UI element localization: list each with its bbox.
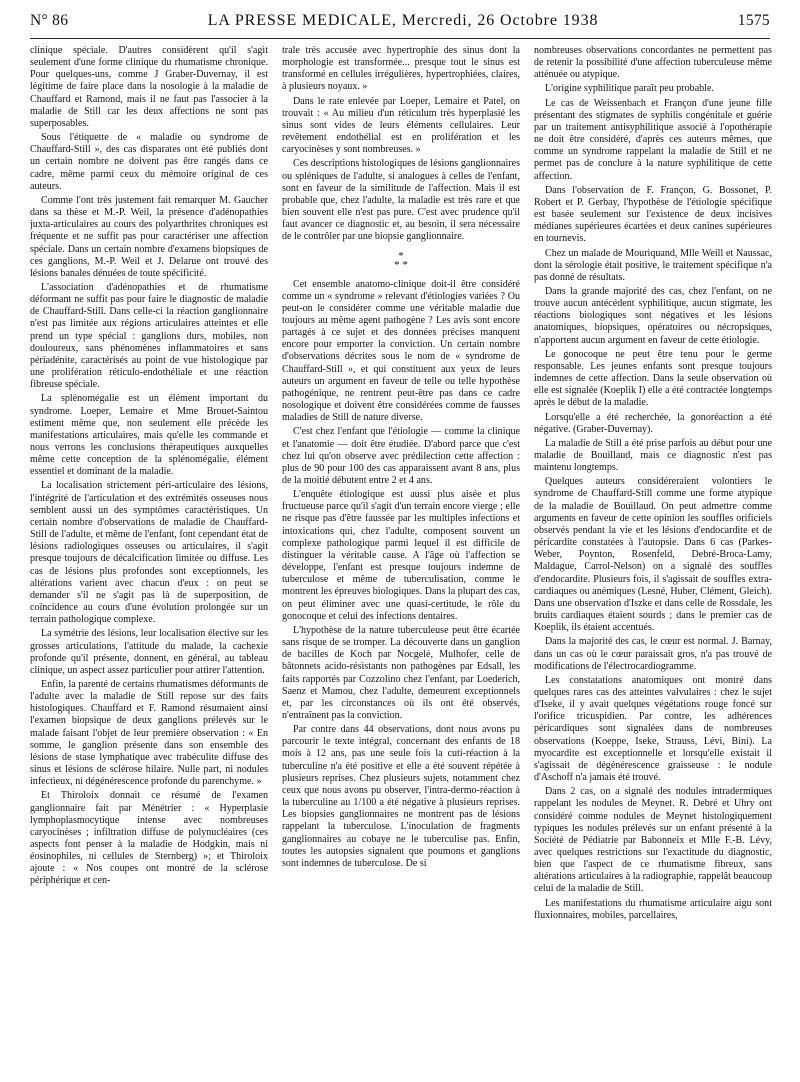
paragraph: Les constatations anatomiques ont montré dans quelques rares cas des atteintes valvulaires : chez le sujet d'Iseke, il y avait quelques végétations rouge foncé sur l'orifice tricuspidien. Par contre, les adhérences péricardiques sont signalées dans de nombreuses observations (Koeppe, Iseke, Strauss, Lévi, Bini). La myocardite est exceptionnelle et lorsqu'elle existait il s'agissait de dégénérescence graisseuse : le nodule d'Aschoff n'a jamais été trouvé. — [534, 674, 772, 784]
column-left — [30, 45, 268, 1077]
paragraph: Dans l'observation de F. Françon, G. Bossonet, P. Robert et P. Gerbay, l'hypothèse de l'étiologie spécifique est basée seulement sur l'existence de deux incisives médianes supérieures écartées et deux canines supérieures en tournevis. — [534, 184, 772, 245]
paragraph: Lorsqu'elle a été recherchée, la gonoréaction a été négative. (Graber-Duvernay). — [534, 411, 772, 435]
article-body — [30, 45, 772, 1077]
paragraph: Dans 2 cas, on a signalé des nodules intradermiques rappelant les nodules de Meynet. R. Debré et Uhry ont considéré comme nodules de Meynet histologiquement typiques les nodules prélevés sur un enfant présenté à la Société de Pédiatrie par Babonneix et Mlle F.-B. Lévy, avec quelques restrictions sur l'exactitude du diagnostic, bien que l'aspect de ce rhumatisme fibreux, sans altérations articulaires à la radiographie, rappelât beaucoup celui de la maladie de Still. — [534, 786, 772, 895]
paragraph: La maladie de Still a été prise parfois au début pour une maladie de Bouillaud, mais ce diagnostic n'est pas maintenu longtemps. — [534, 437, 772, 474]
paragraph: L'hypothèse de la nature tuberculeuse peut être écartée sans risque de se tromper. La découverte dans un ganglion de bacilles de Koch par Nocgelé, Mulhofer, celle de bâtonnets acido-résistants non pathogènes par Edsall, les faits rapportés par Cozzolino chez l'enfant, par Loederich, Saenz et Mamou, chez l'adulte, demeurent exceptionnels et, par les circonstances où ils ont été observés, n'entraînent pas la conviction. — [282, 624, 520, 721]
paragraph: Les manifestations du rhumatisme articulaire aigu sont fluxionnaires, mobiles, parcellaires, — [534, 897, 772, 921]
paragraph: L'origine syphilitique paraît peu probable. — [545, 83, 714, 95]
paragraph: Dans la majorité des cas, le cœur est normal. J. Barnay, dans un cas où le cœur paraissait gros, n'a pas trouvé de modifications de l'électrocardiogramme. — [534, 636, 772, 672]
page-number: 1575 — [737, 12, 770, 29]
paragraph: L'enquête étiologique est aussi plus aisée et plus fructueuse parce qu'il s'agit d'un terrain encore vierge ; elle ne risque pas d'être faussée par les multiples infections et intoxications qui, chez l'adulte, composent souvent un complexe pathologique parmi lequel il est difficile de distinguer la véritable cause. A l'âge où l'affection se développe, l'enfant est presque toujours indemne de tuberculose et même de tuberculisation, comme le montrent les épreuves biologiques. Dans la plupart des cas, on peut éliminer avec une quasi-certitude, le rôle du gonocoque et celui des infections dentaires. — [282, 489, 520, 622]
section-separator — [282, 249, 520, 271]
separator-stars: * * — [394, 258, 408, 271]
paragraph: Dans la grande majorité des cas, chez l'enfant, on ne trouve aucun antécédent syphilitique, aucun stigmate, les réactions biologiques sont négatives et les lésions anatomiques, biopsiques, opératoires ou nécropsiques, n'apportent aucun argument en faveur de cette étiologie. — [534, 285, 772, 346]
column-middle — [282, 45, 520, 1077]
paragraph: L'association d'adénopathies et de rhumatisme déformant ne suffit pas pour faire le diagnostic de maladie de Chauffard-Still. Dans celle-ci la réaction ganglionnaire n'est pas limitée aux régions articulaires atteintes et elle prend un type spécial : ganglions durs, mobiles, non douloureux, sans phénomènes inflammatoires et sans périadénite, caractérisés au point de vue histologique par une prolifération réticulo-endothéliale et une réaction fibreuse spéciale. — [30, 281, 268, 391]
journal-title: LA PRESSE MEDICALE, Mercredi, 26 Octobre 1938 — [207, 12, 599, 29]
paragraph: Et Thiroloix donnait ce résumé de l'examen ganglionnaire fait par Ménétrier : « Hyperplasie lymphoplasmocytique intense avec nombreuses caryocinèses ; infiltration diffuse de polynucléaires (ces aspects font penser à la maladie de Hodgkin, mais ni éosinophiles, ni cellules de Sternberg) »; et Thiroloix ajoute : « Nos coupes ont montré de la sclérose périphérique et cen- — [30, 790, 268, 887]
paragraph: Le gonocoque ne peut être tenu pour le germe responsable. Les jeunes enfants sont presque toujours indemnes de cette affection. Dans la seule observation où elle est signalée (Koeplik I) elle a été contractée longtemps après le début de la maladie. — [534, 348, 772, 409]
paragraph: Comme l'ont très justement fait remarquer M. Gaucher dans sa thèse et M.-P. Weil, la présence d'adénopathies juxta-articulaires au cours des polyarthrites chroniques est fréquente et ne suffit pas pour caractériser une affection spéciale. Dans un certain nombre d'examens biopsiques de ces ganglions, M.-P. Weil et J. Delarue ont trouvé des lésions banales dénuées de toute spécificité. — [30, 194, 268, 279]
paragraph: Enfin, la parenté de certains rhumatismes déformants de l'adulte avec la maladie de Still repose sur des faits histologiques. Chauffard et F. Ramond résumaient ainsi l'examen biopsique de deux ganglions prélevés sur le malade faisant l'objet de leur première observation : « En somme, le ganglion présente dans son ensemble des lésions de stase lymphatique avec trabéculite diffuse des sinus et lésions de sclérose hilaire. Nulle part, ni nodules infectieux, ni dégénérescence profonde du parenchyme. » — [30, 678, 268, 788]
paragraph: La localisation strictement péri-articulaire des lésions, l'intégrité de l'articulation et des extrémités osseuses nous semblent aussi un des symptômes caractéristiques. Un certain nombre d'observations de maladie de Chauffard-Still de l'adulte, et même de l'enfant, font cependant état de lésions radiologiques osseuses ou articulaires, il s'agit presque toujours de décalcification limitée ou diffuse. Les cas de lésions plus profondes sont exceptionnels, les altérations varient avec chacun d'eux : on peut se demander s'il ne s'agit pas là de superposition, de coïncidence au cours d'une évolution prolongée sur un terrain pathologique complexe. — [30, 480, 268, 626]
paragraph: nombreuses observations concordantes ne permettent pas de retenir la possibilité d'une affection tuberculeuse même atténuée ou atypique. — [534, 45, 772, 81]
paragraph: Quelques auteurs considéreraient volontiers le syndrome de Chauffard-Still comme une forme atypique de la maladie de Bouillaud. On peut admettre comme arguments en faveur de cette opinion les souffles orificiels observés pendant la vie et les lésions d'endocardite et de péricardite constatées à l'autopsie. Dans 6 cas (Parkes-Weber, Poynton, Rosenfeld, Debré-Broca-Lamy, Maldague, Carrol-Nelson) on a signalé des souffles d'endocardite. Plusieurs fois, il s'agissait de souffles extra-cardiaques ou anémiques (Lesné, Huber, Clément, Gleich). Dans une observation d'Iszke et dans celle de Rossdale, les bruits cardiaques étaient sourds ; dans le premier cas de Koeplik, ils étaient accentués. — [534, 476, 772, 634]
paragraph: Chez un malade de Mouriquand, Mlle Weill et Naussac, dont la sérologie était positive, le traitement spécifique n'a pas donné de résultats. — [534, 247, 772, 283]
paragraph: trale très accusée avec hypertrophie des sinus dont la morphologie est transformée... presque tout le sinus est transformé en cellules irrégulières, hypertrophiées, claires, à plusieurs noyaux. » — [282, 45, 520, 93]
separator-star: * — [398, 249, 404, 262]
issue-number: N° 86 — [30, 12, 69, 29]
paragraph: Ces descriptions histologiques de lésions ganglionnaires ou spléniques de l'adulte, si analogues à celles de l'enfant, sont en faveur de la similitude de l'affection. Mais il est probable que, chez l'adulte, la maladie est très rare et que bien souvent elle n'est pas pure. C'est avec prudence qu'il faut avancer ce diagnostic et, au besoin, il sera nécessaire de le contrôler par une biopsie ganglionnaire. — [282, 158, 520, 243]
column-right — [534, 45, 772, 1077]
paragraph: Sous l'étiquette de « maladie ou syndrome de Chauffard-Still », des cas disparates ont été publiés dont un certain nombre ne doivent pas être rangés dans ce cadre, même parmi ceux du mémoire original de ces auteurs. — [30, 132, 268, 192]
paragraph: Le cas de Weissenbach et Françon d'une jeune fille présentant des stigmates de syphilis congénitale et guérie par un traitement antisyphilitique associé à l'opothérapie ne doit être considéré, d'après ces auteurs mêmes, que comme un syndrome rappelant la maladie de Still et ne permet pas de conclure à la nature syphilitique de cette affection. — [534, 97, 772, 182]
page-header — [30, 12, 770, 39]
paragraph: C'est chez l'enfant que l'étiologie — comme la clinique et l'anatomie — doit être étudiée. D'abord parce que c'est chez lui qu'on observe avec prédilection cette affection : plus de 90 pour 100 des cas apparaissent avant 8 ans, plus de la moitié débutent entre 2 et 4 ans. — [282, 426, 520, 486]
paragraph: Par contre dans 44 observations, dont nous avons pu parcourir le texte intégral, concernant des enfants de 18 mois à 12 ans, pas une seule fois la cuti-réaction à la tuberculine n'a été positive et elle a été souvent répétée à plusieurs reprises. Chez plusieurs sujets, notamment chez ceux que nous avons pu observer, l'intra-dermo-réaction à la tuberculine au 1/100 a été négative à plusieurs reprises. Les biopsies ganglionnaires ne montrent pas de lésions rappelant la tuberculose. L'inoculation de fragments ganglionnaires au cobaye ne le tuberculise pas. Enfin, toutes les autopsies signalent que poumons et ganglions sont indemnes de tuberculose. De si — [282, 724, 520, 869]
paragraph: Cet ensemble anatomo-clinique doit-il être considéré comme un « syndrome » relevant d'étiologies variées ? Ou peut-on le considérer comme une véritable maladie due toujours au même agent pathogène ? Les avis sont encore partagés à ce sujet et des données précises manquent encore pour emporter la conviction. Un certain nombre d'observations décrites sous le nom de « syndrome de Chauffard-Still », et qui constituent aux yeux de leurs auteurs un argument en faveur de telle ou telle hypothèse pathogénique, ne rentrent peut-être pas dans ce cadre nosologique et doivent être considérées comme de fausses maladies de Still de nature diverse. — [282, 278, 520, 424]
paragraph: La symétrie des lésions, leur localisation élective sur les grosses articulations, l'attitude du malade, la cachexie profonde qu'il présente, donnent, en général, au tableau clinique, un aspect assez particulier pour attirer l'attention. — [30, 628, 268, 676]
paragraph: Dans le rate enlevée par Loeper, Lemaire et Patel, on trouvait : « Au milieu d'un réticulum très hyperplasié les sinus sont vides de leurs éléments cellulaires. Leur revêtement endothélial est en prolifération et les caryocinèses y sont nombreuses. » — [282, 95, 520, 156]
paragraph: clinique spéciale. D'autres considèrent qu'il s'agit seulement d'une forme clinique du rhumatisme chronique. Pour quelques-uns, comme J Graber-Duvernay, il est légitime de faire place dans la nosologie à la maladie de Chauffard et Ramond, mais il ne faut pas l'associer à la maladie de Still car les deux affections ne sont pas superposables. — [30, 45, 268, 129]
paragraph: La splénomégalie est un élément important du syndrome. Loeper, Lemaire et Mme Brouet-Saintou estiment même que, non seulement elle précède les manifestations articulaires, mais qu'elle les commande et nous verrons les conclusions thérapeutiques auxquelles même cette conception de la splénomégalie, élément essentiel et dominant de la maladie. — [30, 393, 268, 478]
